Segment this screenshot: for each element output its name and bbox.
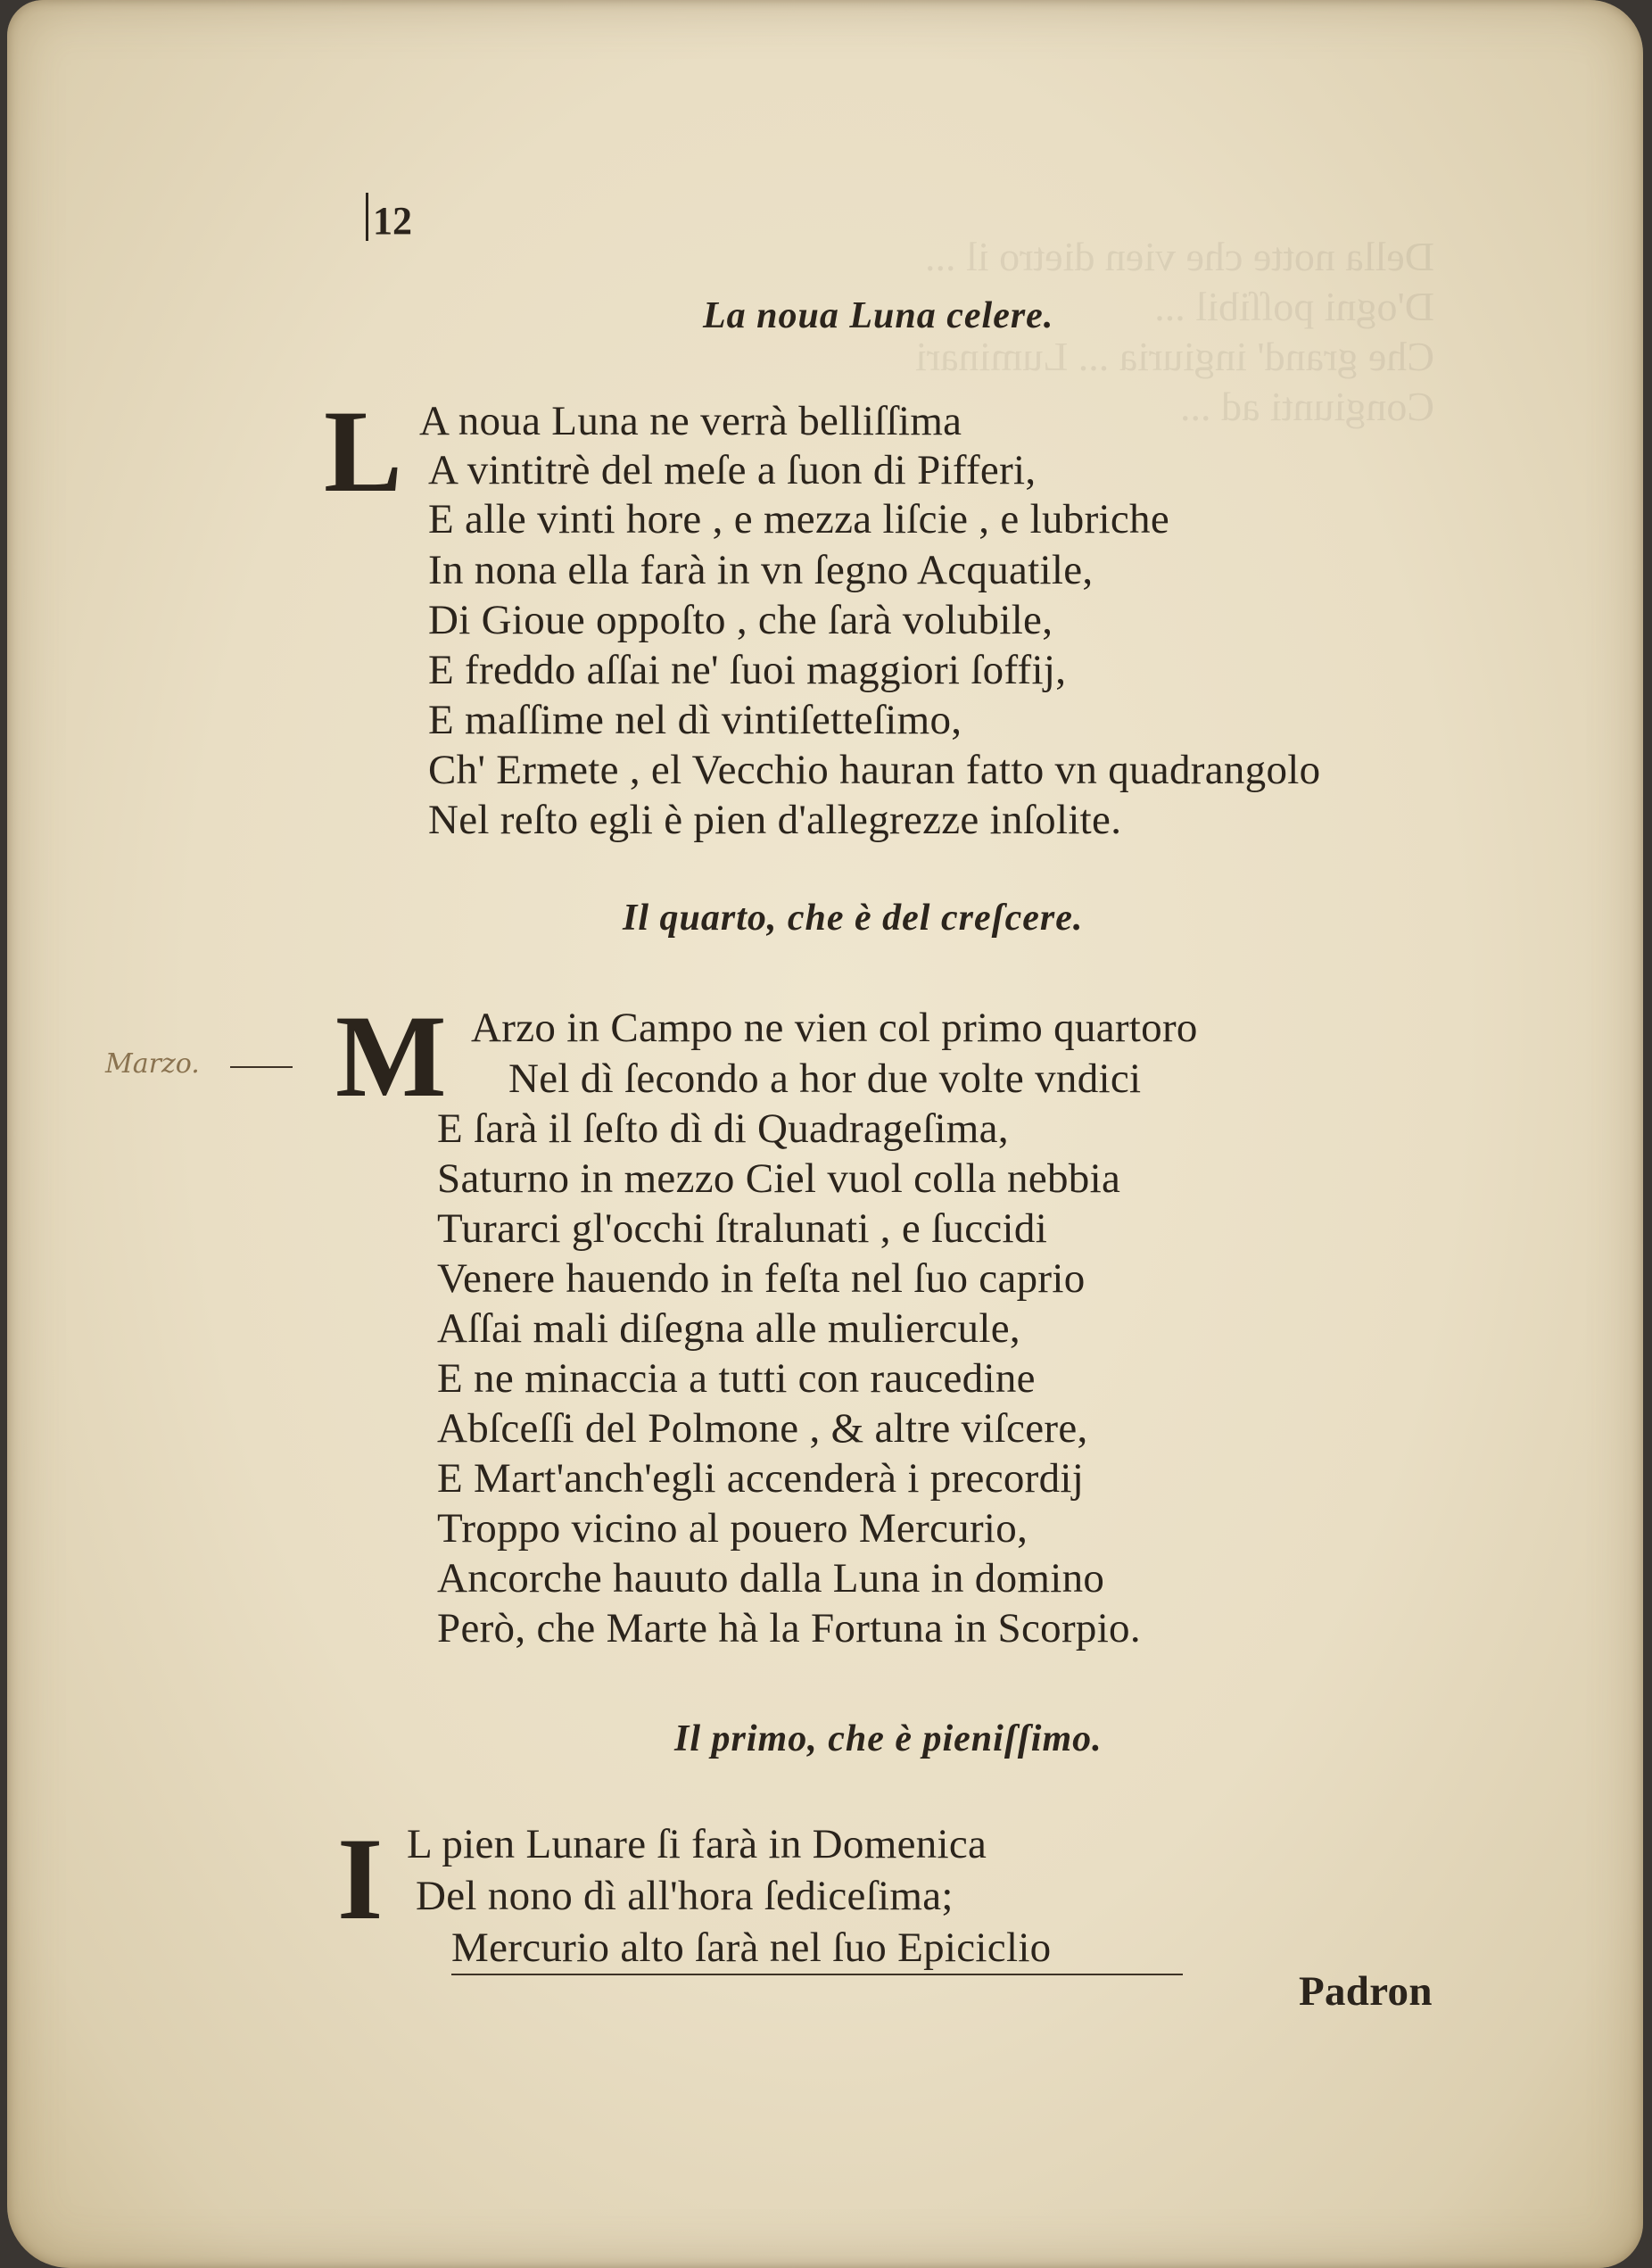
verse-line: Ch' Ermete , el Vecchio hauran fatto vn quadrangolo (428, 747, 1321, 793)
verse-line: Saturno in mezzo Ciel vuol colla nebbia (437, 1155, 1121, 1202)
verse-line: Di Gioue oppoſto , che ſarà volubile, (428, 597, 1053, 643)
verse-line: Però, che Marte hà la Fortuna in Scorpio. (437, 1605, 1141, 1651)
verse-line: E ſarà il ſeſto dì di Quadrageſima, (437, 1105, 1009, 1152)
verse-line: A vintitrè del meſe a ſuon di Pifferi, (428, 447, 1037, 493)
verse-line: Del nono dì all'hora ſediceſima; (416, 1873, 954, 1919)
verse-line: E alle vinti hore , e mezza liſcie , e lubriche (428, 496, 1169, 542)
verse-line: Nel dì ſecondo a hor due volte vndici (508, 1055, 1142, 1102)
verse-line: Arzo in Campo ne vien col primo quartoro (471, 1005, 1198, 1051)
page-number: 12 (373, 199, 412, 243)
verse-line: Troppo vicino al pouero Mercurio, (437, 1505, 1028, 1552)
section-heading: Il quarto, che è del creſcere. (623, 898, 1084, 939)
verse-line: A noua Luna ne verrà belliſſima (419, 398, 962, 444)
show-through-text: Della notte che vien dietro il ... D'ogni poſſibil ... Che grand' ingiuria ... Luminari Congiunti ad ... (915, 234, 1434, 429)
catchword: Padron (1299, 1968, 1433, 2015)
verse-line: E Mart'anch'egli accenderà i precordij (437, 1455, 1085, 1502)
section-heading: Il primo, che è pieniſſimo. (674, 1718, 1103, 1759)
verse-line: Mercurio alto ſarà nel ſuo Epiciclio (451, 1924, 1052, 1971)
verse-line: In nona ella farà in vn ſegno Acquatile, (428, 547, 1094, 593)
drop-cap: M (335, 990, 447, 1122)
book-page (7, 0, 1643, 2268)
verse-line: E maſſime nel dì vintiſetteſimo, (428, 697, 962, 743)
margin-mark (230, 1066, 293, 1068)
verse-line: Ancorche hauuto dalla Luna in domino (437, 1555, 1105, 1602)
verse-line: Aſſai mali diſegna alle muliercule, (437, 1305, 1020, 1352)
underline-mark (451, 1974, 1183, 1975)
verse-line: Abſceſſi del Polmone , & altre viſcere, (437, 1405, 1088, 1452)
margin-note: Marzo. (105, 1048, 200, 1080)
verse-line: E freddo aſſai ne' ſuoi maggiori ſoffij, (428, 647, 1067, 693)
verse-line: Nel reſto egli è pien d'allegrezze inſolite. (428, 797, 1122, 843)
verse-line: Turarci gl'occhi ſtralunati , e ſuccidi (437, 1205, 1048, 1252)
drop-cap: I (337, 1813, 384, 1944)
section-heading: La noua Luna celere. (703, 295, 1054, 336)
drop-cap: L (324, 385, 403, 517)
verse-line: E ne minaccia a tutti con raucedine (437, 1355, 1036, 1402)
verse-line: L pien Lunare ſi farà in Domenica (407, 1821, 987, 1867)
verse-line: Venere hauendo in feſta nel ſuo caprio (437, 1255, 1086, 1302)
